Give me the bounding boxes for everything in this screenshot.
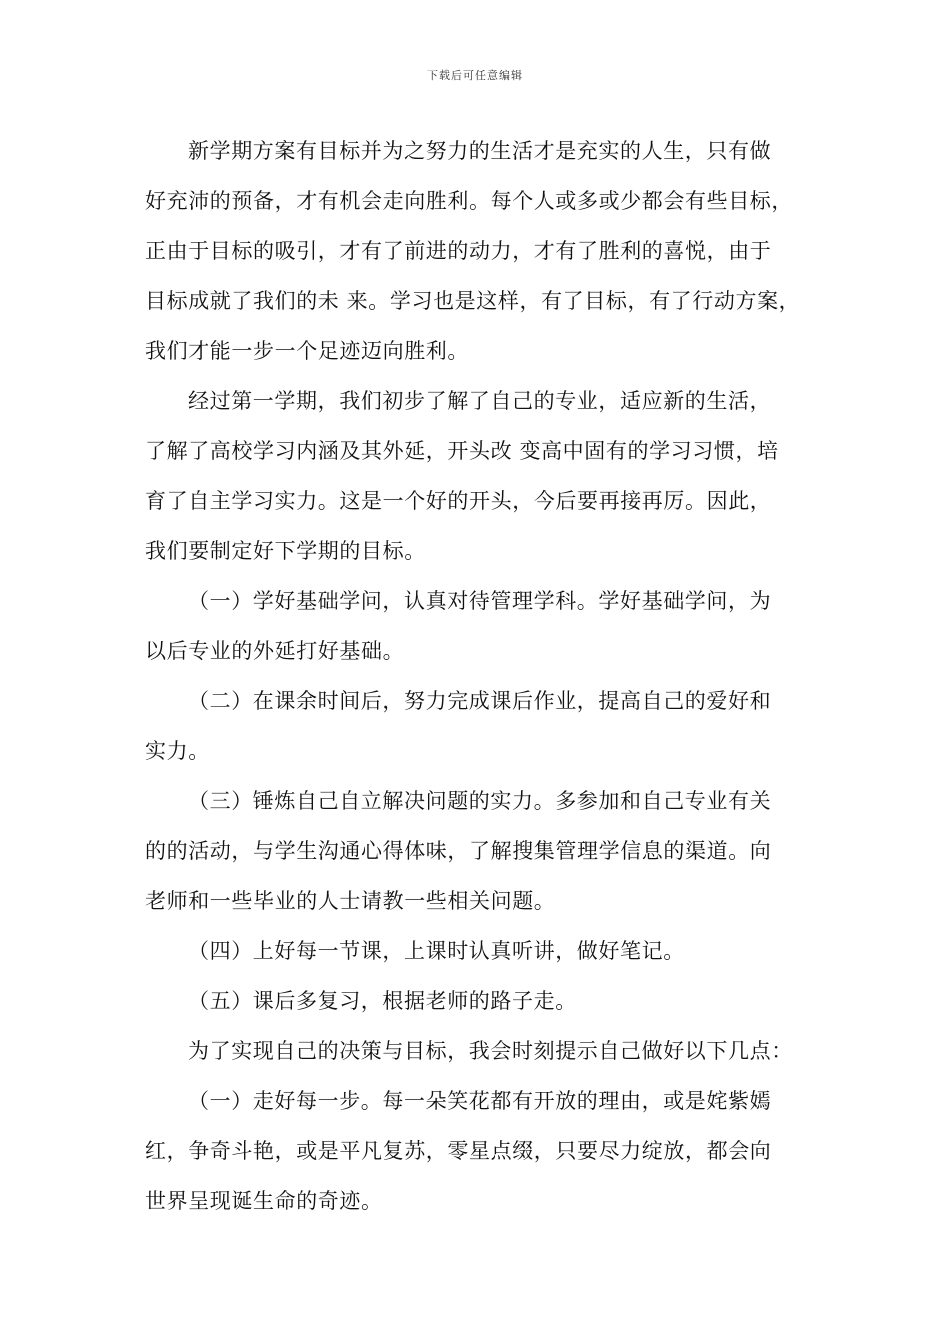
text-line: （四）上好每一节课，上课时认真听讲，做好笔记。: [188, 939, 685, 963]
text-line: 红，争奇斗艳，或是平凡复苏，零星点缀，只要尽力绽放，都会向: [145, 1139, 772, 1163]
text-line: 老师和一些毕业的人士请教一些相关问题。: [145, 889, 556, 913]
text-line: （一）学好基础学问，认真对待管理学科。学好基础学问，为: [188, 589, 772, 613]
text-line: 世界呈现诞生命的奇迹。: [145, 1189, 383, 1213]
text-line: 实力。: [145, 739, 210, 763]
text-line: （五）课后多复习，根据老师的路子走。: [188, 989, 577, 1013]
text-line: 为了实现自己的决策与目标，我会时刻提示自己做好以下几点：: [188, 1039, 793, 1063]
text-line: 了解了高校学习内涵及其外延，开头改 变高中固有的学习习惯，培: [145, 439, 779, 463]
text-line: （二）在课余时间后，努力完成课后作业，提高自己的爱好和: [188, 689, 772, 713]
text-line: 我们要制定好下学期的目标。: [145, 539, 426, 563]
text-line: 正由于目标的吸引，才有了前进的动力，才有了胜利的喜悦，由于: [145, 239, 772, 263]
text-line: （三）锤炼自己自立解决问题的实力。多参加和自己专业有关: [188, 789, 772, 813]
text-line: （一）走好每一步。每一朵笑花都有开放的理由，或是姹紫嫣: [188, 1089, 772, 1113]
page-header: 下载后可任意编辑: [427, 69, 523, 82]
text-line: 育了自主学习实力。这是一个好的开头，今后要再接再厉。因此，: [145, 489, 772, 513]
text-line: 我们才能一步一个足迹迈向胜利。: [145, 339, 469, 363]
text-line: 经过第一学期，我们初步了解了自己的专业，适应新的生活，: [188, 389, 772, 413]
text-line: 好充沛的预备，才有机会走向胜利。每个人或多或少都会有些目标，: [145, 189, 793, 213]
text-line: 的的活动，与学生沟通心得体味，了解搜集管理学信息的渠道。向: [145, 839, 772, 863]
text-line: 新学期方案有目标并为之努力的生活才是充实的人生，只有做: [188, 139, 772, 163]
text-line: 以后专业的外延打好基础。: [145, 639, 405, 663]
text-line: 目标成就了我们的未 来。学习也是这样，有了目标，有了行动方案，: [145, 289, 801, 313]
